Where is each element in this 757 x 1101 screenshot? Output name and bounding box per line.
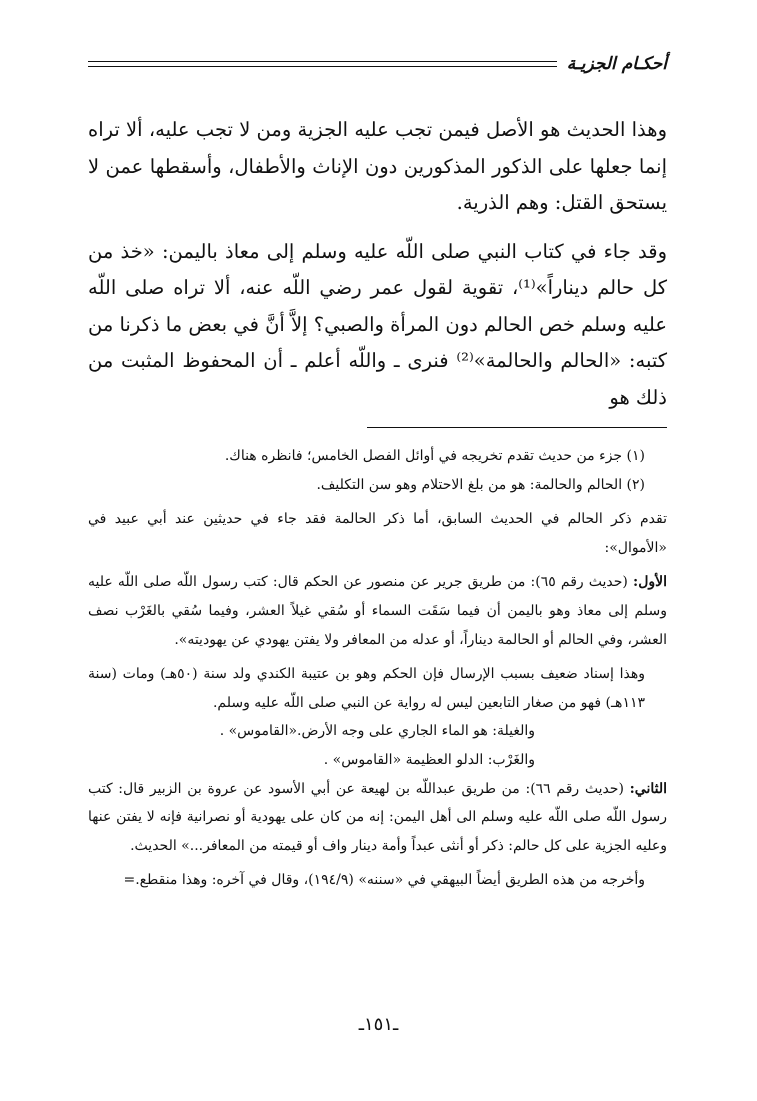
paragraph-2: وقد جاء في كتاب النبي صلى اللّه عليه وسلم إلى معاذ باليمن: «خذ من كل حالم ديناراً»⁽¹⁾، تقوية لقول عمر رضي اللّه عنه، ألا تراه صلى اللّه عليه وسلم خص الحالم دون المرأة والصبي؟ إلاَّ أنَّ في بعض ما ذكرنا من كتبه: «الحالم والحالمة»⁽²⁾ فنرى ـ واللّه أعلم ـ أن المحفوظ المثبت من ذلك هو <box>88 239 667 409</box>
paragraph-1: وهذا الحديث هو الأصل فيمن تجب عليه الجزية ومن لا تجب عليه، ألا تراه إنما جعلها على الذكور المذكورين دون الإناث والأطفال، وأسقطها عمن لا يستحق القتل: وهم الذرية. <box>88 118 667 214</box>
footnote-gharb-definition: والغَرْب: الدلو العظيمة «القاموس» . <box>323 751 535 768</box>
footnote-ghayl-definition: والغيلة: هو الماء الجاري على وجه الأرض.«القاموس» . <box>219 723 535 740</box>
running-header-title: أحكـام الجزيـة <box>566 54 667 74</box>
footnote-separator <box>367 427 667 428</box>
header-double-rule <box>88 61 557 67</box>
second-text: (حديث رقم ٦٦): من طريق عبداللّه بن لهيعة عن أبي الأسود عن عروة بن الزبير قال: كتب رسول اللّه صلى اللّه عليه وسلم الى أهل اليمن: إنه من كان على يهودية أو نصرانية فإنه لا يفتن عنها وعليه الجزية على كل حالم: ذكر أو أنثى عبداً وأمة دينار واف أو قيمته من المعافر...» الحديث. <box>88 780 667 854</box>
footnote-bayhaqi: وأخرجه من هذه الطريق أيضاً البيهقي في «سننه» (١٩٤/٩)، وقال في آخره: وهذا منقطع.= <box>123 872 645 889</box>
main-text <box>88 112 667 416</box>
footnote-first-hadith <box>88 568 667 654</box>
footnotes <box>88 442 667 895</box>
footnote-1: (١) جزء من حديث تقدم تخريجه في أوائل الفصل الخامس؛ فانظره هناك. <box>224 448 645 464</box>
footnote-2-intro: تقدم ذكر الحالم في الحديث السابق، أما ذكر الحالمة فقد جاء في حديثين عند أبي عبيد في «الأموال»: <box>88 511 667 556</box>
running-header <box>88 52 667 76</box>
first-label: الأول: <box>633 574 668 591</box>
first-text: (حديث رقم ٦٥): من طريق جرير عن منصور عن الحكم قال: كتب رسول اللّه صلى اللّه عليه وسلم إلى معاذ وهو باليمن أن فيما سَقَت السماء أو سُقي غيلاً العشر، وفيما سُقي بالغَرْب نصف العشر، وفي الحالم أو الحالمة ديناراً، أو عدله من المعافر ولا يفتن يهودي عن يهوديته». <box>88 574 667 648</box>
second-label: الثاني: <box>629 780 668 797</box>
footnote-2: (٢) الحالم والحالمة: هو من بلغ الاحتلام وهو سن التكليف. <box>316 476 645 493</box>
footnote-weak-chain: وهذا إسناد ضعيف بسبب الإرسال فإن الحكم وهو بن عتيبة الكندي ولد سنة (٥٠هـ) ومات (سنة ١١٣هـ) فهو من صغار التابعين ليس له رواية عن النبي صلى اللّه عليه وسلم. <box>88 666 645 711</box>
page-number: ـ١٥١ـ <box>358 1014 399 1035</box>
footnote-second-hadith <box>88 775 667 861</box>
